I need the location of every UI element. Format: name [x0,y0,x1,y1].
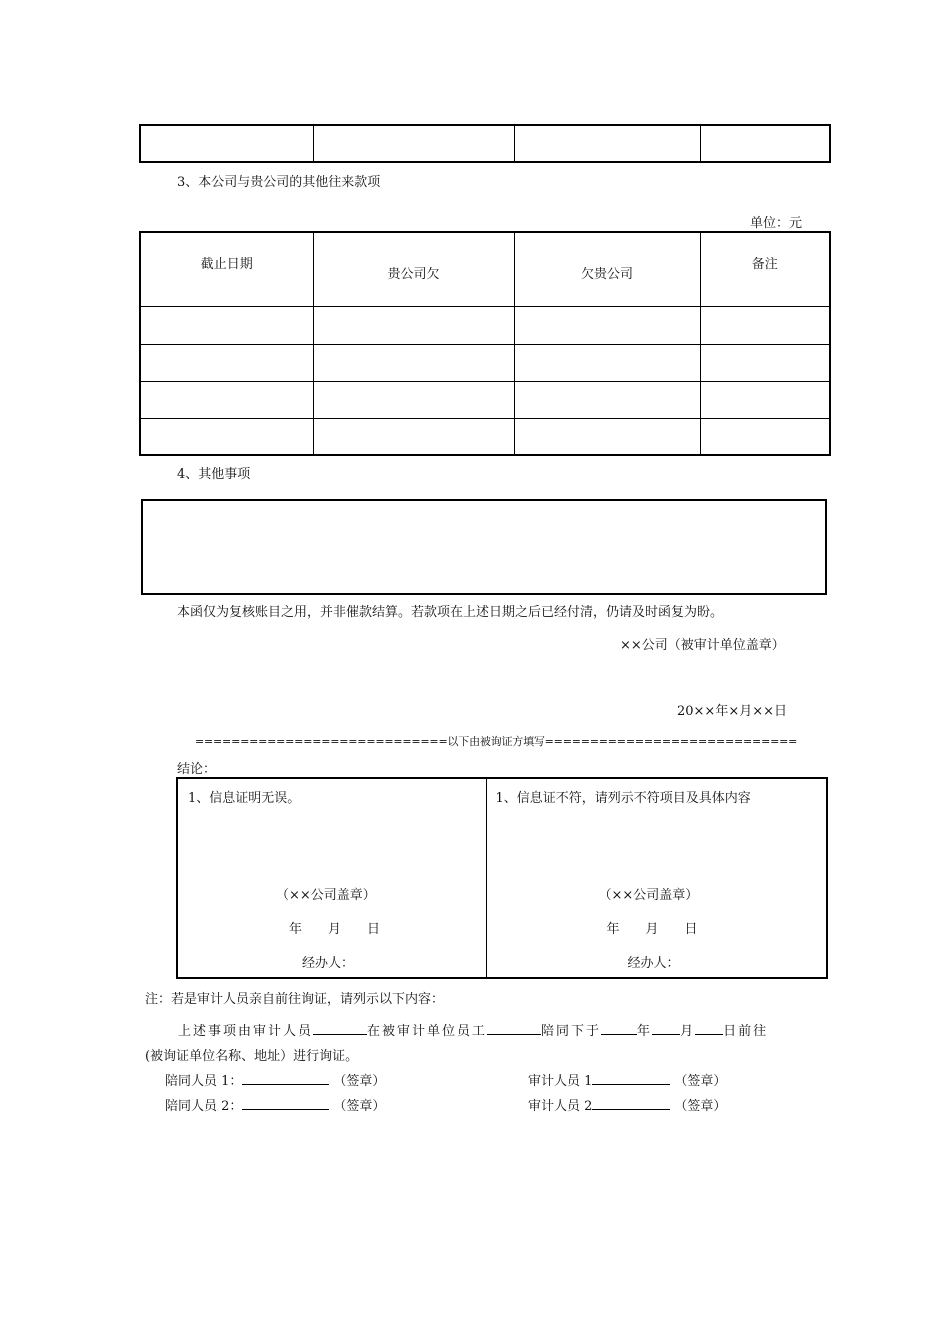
auditor2-blank[interactable] [592,1095,670,1110]
table-row [140,418,830,455]
table-cell[interactable] [700,125,830,162]
table-cell[interactable] [313,306,514,344]
note-title: 注：若是审计人员亲自前往询证，请列示以下内容： [145,992,445,1007]
table-cell[interactable] [140,125,313,162]
table-cell[interactable] [514,344,700,381]
table-cell[interactable] [313,125,514,162]
table-cell[interactable] [700,344,830,381]
table-cell[interactable] [514,381,700,418]
table-cell[interactable] [140,306,313,344]
conclusion-right-seal: （××公司盖章） [598,888,699,903]
accompany2-blank[interactable] [242,1095,329,1110]
prev-table [139,124,831,163]
table-cell[interactable] [140,344,313,381]
accompany-row-2: 陪同人员 2： （签章） [165,1095,385,1114]
section4-title: 4、其他事项 [177,467,251,482]
table-row [140,381,830,418]
day-blank[interactable] [695,1020,723,1035]
date-label: 20××年×月××日 [677,704,788,719]
conclusion-right-date: 年 月 日 [606,922,698,937]
auditor1-blank[interactable] [592,1070,670,1085]
conclusion-right-handler: 经办人： [627,956,680,971]
table-cell[interactable] [140,418,313,455]
table-row [140,344,830,381]
table-cell[interactable] [700,381,830,418]
auditor-name-blank[interactable] [313,1020,367,1035]
conclusion-table [176,777,828,979]
conclusion-right-title: 1、信息证不符，请列示不符项目及具体内容 [495,791,751,806]
other-matters-box[interactable] [141,499,827,595]
table-cell[interactable] [514,418,700,455]
auditor-row-2: 审计人员 2 （签章） [528,1095,726,1114]
accompany-row-1: 陪同人员 1： （签章） [165,1070,385,1089]
employee-name-blank[interactable] [487,1020,541,1035]
conclusion-label: 结论： [177,762,217,777]
table-cell[interactable] [514,125,700,162]
table-cell[interactable] [514,306,700,344]
conclusion-right-cell[interactable] [486,778,827,978]
table-cell[interactable] [140,381,313,418]
note-line2: (被询证单位名称、地址）进行询证。 [145,1049,359,1064]
table-cell[interactable] [313,344,514,381]
statement-text: 本函仅为复核账目之用，并非催款结算。若款项在上述日期之后已经付清，仍请及时函复为盼。 [177,605,724,620]
conclusion-left-date: 年 月 日 [289,922,381,937]
header-remarks: 备注 [700,232,830,306]
table-cell[interactable] [700,306,830,344]
table-cell[interactable] [313,418,514,455]
conclusion-left-title: 1、信息证明无误。 [188,791,301,806]
unit-label: 单位：元 [750,216,803,231]
note-line1: 上述事项由审计人员 在被审计单位员工 陪同下于 年 月 日前往 [178,1020,768,1039]
header-we-owe: 欠贵公司 [514,232,700,306]
table-row [140,306,830,344]
year-blank[interactable] [601,1020,637,1035]
other-accounts-table [139,231,831,456]
month-blank[interactable] [652,1020,680,1035]
company-seal-label: ××公司（被审计单位盖章） [620,638,785,653]
table-cell[interactable] [313,381,514,418]
conclusion-left-seal: （××公司盖章） [276,888,376,903]
header-cutoff-date: 截止日期 [140,232,313,306]
accompany1-blank[interactable] [242,1070,329,1085]
section3-title: 3、本公司与贵公司的其他往来款项 [177,175,381,190]
conclusion-left-cell[interactable] [177,778,486,978]
header-you-owe: 贵公司欠 [313,232,514,306]
auditor-row-1: 审计人员 1 （签章） [528,1070,726,1089]
conclusion-left-handler: 经办人： [302,956,355,971]
divider-line: ============================以下由被询证方填写============================ [195,735,798,748]
table-cell[interactable] [700,418,830,455]
